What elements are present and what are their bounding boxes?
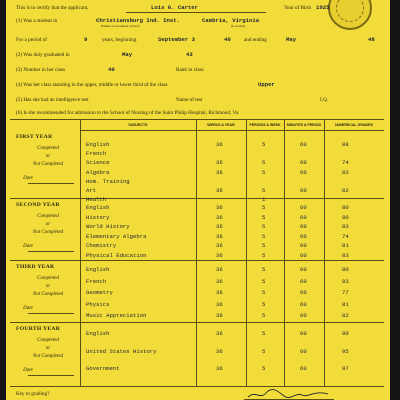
col-rule xyxy=(324,119,325,387)
periods-cell: 5 xyxy=(262,252,266,259)
minutes-cell: 60 xyxy=(300,168,307,176)
period-label-b: years, beginning xyxy=(102,37,137,43)
graduated-label: (2) Was duly graduated in xyxy=(16,52,70,58)
weeks-cell: 36 xyxy=(216,204,223,211)
year-rule xyxy=(10,260,384,261)
grade-cell: 81 xyxy=(342,300,349,308)
grade-cell: 74 xyxy=(342,159,349,167)
date-label: Date xyxy=(23,176,33,181)
weeks-cell: 36 xyxy=(216,252,223,259)
weeks-cell: 36 xyxy=(216,168,223,176)
periods-cell: 5 xyxy=(262,223,266,231)
grade-cell: 90 xyxy=(342,330,349,337)
minutes-cell: 60 xyxy=(300,312,307,319)
periods-cell: 5 xyxy=(262,159,266,167)
grade-cell: 77 xyxy=(342,289,349,296)
school-line xyxy=(16,17,380,25)
period-label-a: For a period of xyxy=(16,37,47,43)
subject-cell: Science xyxy=(86,159,110,167)
subject-cell: Art xyxy=(86,187,97,194)
col-rule xyxy=(284,119,285,387)
school-label: (1) Was a student in xyxy=(16,18,58,24)
weeks-cell: 36 xyxy=(216,330,223,337)
periods-cell: 5 xyxy=(262,168,266,176)
test-line xyxy=(16,96,380,104)
date-label: Date xyxy=(23,306,33,311)
subject-cell: Elementary Algebra xyxy=(86,232,147,240)
school-sub-right: (Location) xyxy=(231,24,246,28)
minutes-cell: 60 xyxy=(300,277,307,285)
date-label: Date xyxy=(23,244,33,249)
class-size-value: 40 xyxy=(108,66,115,73)
grade-cell: 80 xyxy=(342,266,349,273)
subject-cell: English xyxy=(86,141,110,148)
not-completed-label: Not Completed xyxy=(32,230,64,235)
subject-cell: History xyxy=(86,213,110,221)
minutes-cell: 60 xyxy=(300,300,307,308)
graduated-line xyxy=(16,51,380,59)
weeks-cell: 36 xyxy=(216,141,223,148)
periods-cell: 5 xyxy=(262,347,266,355)
periods-cell: 5 xyxy=(262,365,266,372)
rank-label: Rank in class xyxy=(176,67,204,73)
grade-cell: 81 xyxy=(342,242,349,250)
weeks-cell: 36 xyxy=(216,365,223,372)
school-name: Christiansburg Ind. Inst. xyxy=(96,17,180,24)
date-label: Date xyxy=(23,368,33,373)
signature xyxy=(244,387,334,400)
school-location: Cambria, Virginia xyxy=(202,17,260,24)
period-label-c: and ending xyxy=(244,37,267,43)
subject-cell: French xyxy=(86,277,107,285)
class-size-label: (3) Number in her class xyxy=(16,67,65,73)
year-of-birth-label: Year of Birth xyxy=(284,5,312,11)
minutes-cell: 60 xyxy=(300,187,307,194)
or-label: or xyxy=(45,346,51,351)
minutes-cell: 60 xyxy=(300,252,307,259)
col-header-minutes: MINUTES A PERIOD xyxy=(286,123,322,127)
or-label: or xyxy=(45,284,51,289)
weeks-cell: 36 xyxy=(216,347,223,355)
recommend-label: (6) Is she recommended for admission to the School of Nursing of the Saint Philip Hospital, Richmond, Va. xyxy=(16,110,240,116)
minutes-cell: 60 xyxy=(300,347,307,355)
col-rule xyxy=(246,119,247,387)
year-label: THIRD YEAR xyxy=(16,264,55,270)
weeks-cell: 36 xyxy=(216,266,223,273)
subject-cell: English xyxy=(86,204,110,211)
weeks-cell: 36 xyxy=(216,242,223,250)
subject-cell: Physics xyxy=(86,300,110,308)
weeks-cell: 36 xyxy=(216,187,223,194)
col-header-grades: NUMERICAL GRADES xyxy=(335,123,373,127)
col-rule xyxy=(196,119,197,387)
grade-cell: 88 xyxy=(342,141,349,148)
test-name-label: Name of test xyxy=(176,97,203,103)
col-header-subjects: SUBJECTS xyxy=(128,123,148,127)
minutes-cell: 60 xyxy=(300,141,307,148)
minutes-cell: 60 xyxy=(300,232,307,240)
minutes-cell: 60 xyxy=(300,213,307,221)
col-rule xyxy=(80,119,81,387)
completed-label: Completed xyxy=(37,338,59,343)
period-line xyxy=(16,36,380,44)
weeks-cell: 36 xyxy=(216,232,223,240)
cert-text: This is to certify that the applicant, xyxy=(16,5,89,11)
periods-cell: 5 xyxy=(262,277,266,285)
date-rule xyxy=(28,183,74,184)
periods-cell: 5 xyxy=(262,242,266,250)
subject-cell: English xyxy=(86,330,110,337)
divider xyxy=(126,12,266,13)
minutes-cell: 60 xyxy=(300,204,307,211)
transcript-form xyxy=(6,0,390,400)
key-to-grading-label: Key to grading? xyxy=(16,391,50,397)
date-rule xyxy=(28,313,74,314)
grade-cell: 83 xyxy=(342,223,349,231)
weeks-cell: 36 xyxy=(216,223,223,231)
periods-cell: 5 xyxy=(262,330,266,337)
periods-cell: 5 xyxy=(262,300,266,308)
year-of-birth: 1925 xyxy=(316,4,330,11)
grade-cell: 74 xyxy=(342,232,349,240)
year-rule xyxy=(10,322,384,323)
period-begin-month: September 3 xyxy=(158,36,195,43)
standing-value: Upper xyxy=(258,81,275,88)
applicant-name: Lois G. Carter xyxy=(151,4,198,11)
standing-line xyxy=(16,81,380,89)
col-header-periods: PERIODS A WEEK xyxy=(249,123,281,127)
recommend-line xyxy=(16,109,380,117)
weeks-cell: 36 xyxy=(216,159,223,167)
subject-cell: French xyxy=(86,150,107,158)
test-label: (5) Has she had an intelligence test xyxy=(16,97,89,103)
col-header-weeks: WEEKS A YEAR xyxy=(207,123,235,127)
graduated-year: 43 xyxy=(186,51,193,58)
not-completed-label: Not Completed xyxy=(32,292,64,297)
date-rule xyxy=(28,251,74,252)
grade-cell: 80 xyxy=(342,204,349,211)
subject-cell: United States History xyxy=(86,347,157,355)
school-sub-left: (Name of secondary school) xyxy=(101,24,140,28)
period-end-year: 48 xyxy=(368,36,375,43)
subject-cell: Hom. Training xyxy=(86,177,130,185)
subject-cell: Physical Education xyxy=(86,252,147,259)
periods-cell: 5 xyxy=(262,213,266,221)
minutes-cell: 60 xyxy=(300,242,307,250)
subject-cell: Chemistry xyxy=(86,242,117,250)
period-end-month: May xyxy=(286,36,297,43)
periods-cell: 1 xyxy=(262,196,266,204)
completed-label: Completed xyxy=(37,214,59,219)
weeks-cell: 36 xyxy=(216,289,223,296)
minutes-cell: 60 xyxy=(300,159,307,167)
subject-cell: Algebra xyxy=(86,168,110,176)
or-label: or xyxy=(45,222,51,227)
signature-scribble-icon xyxy=(244,388,334,400)
standing-label: (4) Was her class standing in the upper, middle or lower third of the class xyxy=(16,82,168,88)
table-header-rule xyxy=(80,130,384,131)
periods-cell: 5 xyxy=(262,141,266,148)
minutes-cell: 60 xyxy=(300,330,307,337)
period-begin-year: 40 xyxy=(224,36,231,43)
periods-cell: 5 xyxy=(262,289,266,296)
weeks-cell: 36 xyxy=(216,300,223,308)
year-label: SECOND YEAR xyxy=(16,202,60,208)
year-rule xyxy=(10,198,384,199)
grade-cell: 97 xyxy=(342,365,349,372)
periods-cell: 5 xyxy=(262,204,266,211)
not-completed-label: Not Completed xyxy=(32,162,64,167)
weeks-cell: 36 xyxy=(216,277,223,285)
date-rule xyxy=(28,375,74,376)
graduated-month: May xyxy=(122,51,133,58)
subject-cell: English xyxy=(86,266,110,273)
year-label: FOURTH YEAR xyxy=(16,326,61,332)
periods-cell: 5 xyxy=(262,187,266,194)
subject-cell: World History xyxy=(86,223,130,231)
minutes-cell: 60 xyxy=(300,289,307,296)
subject-cell: Government xyxy=(86,365,120,372)
subject-cell: Health xyxy=(86,196,107,204)
minutes-cell: 60 xyxy=(300,365,307,372)
or-label: or xyxy=(45,154,51,159)
periods-cell: 5 xyxy=(262,266,266,273)
periods-cell: 5 xyxy=(262,312,266,319)
grade-cell: 82 xyxy=(342,312,349,319)
period-years: 9 xyxy=(84,36,88,43)
certification-line xyxy=(16,4,380,12)
weeks-cell: 36 xyxy=(216,213,223,221)
subject-cell: Geometry xyxy=(86,289,113,296)
grade-cell: 83 xyxy=(342,168,349,176)
not-completed-label: Not Completed xyxy=(32,354,64,359)
periods-cell: 5 xyxy=(262,232,266,240)
grade-cell: 83 xyxy=(342,252,349,259)
subject-cell: Music Appreciation xyxy=(86,312,147,319)
class-size-line xyxy=(16,66,380,74)
grade-cell: 95 xyxy=(342,347,349,355)
completed-label: Completed xyxy=(37,146,59,151)
grade-cell: 82 xyxy=(342,187,349,194)
minutes-cell: 60 xyxy=(300,266,307,273)
grade-cell: 83 xyxy=(342,277,349,285)
completed-label: Completed xyxy=(37,276,59,281)
grade-cell: 80 xyxy=(342,213,349,221)
minutes-cell: 60 xyxy=(300,223,307,231)
iq-label: I.Q. xyxy=(320,97,329,103)
weeks-cell: 36 xyxy=(216,312,223,319)
year-label: FIRST YEAR xyxy=(16,134,53,140)
